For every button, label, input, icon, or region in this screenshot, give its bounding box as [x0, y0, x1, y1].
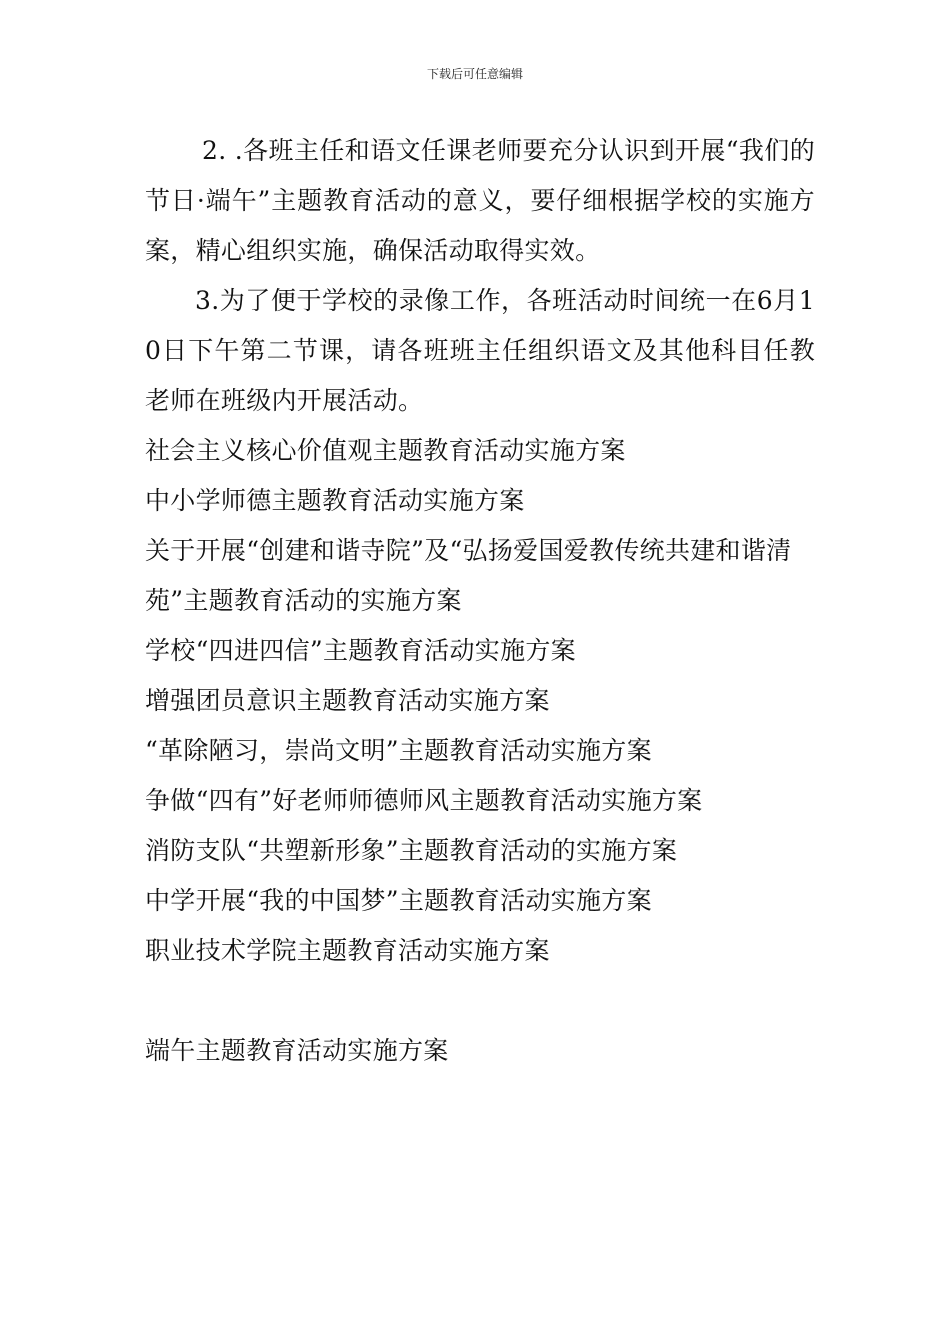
section-title: 端午主题教育活动实施方案	[145, 1036, 449, 1065]
list-item: 中学开展“我的中国梦”主题教育活动实施方案	[145, 886, 652, 915]
paragraph-3: 3.为了便于学校的录像工作，各班活动时间统一在6月10日下午第二节课，请各班班主任组织语文及其他科目任教老师在班级内开展活动。	[145, 286, 815, 415]
list-item: “革除陋习，崇尚文明”主题教育活动实施方案	[145, 736, 652, 765]
related-titles-list	[145, 426, 815, 976]
list-item: 学校“四进四信”主题教育活动实施方案	[145, 636, 576, 665]
list-item: 增强团员意识主题教育活动实施方案	[145, 686, 550, 715]
document-body	[145, 126, 815, 1076]
list-item: 社会主义核心价值观主题教育活动实施方案	[145, 436, 626, 465]
list-item: 中小学师德主题教育活动实施方案	[145, 486, 525, 515]
page-header: 下载后可任意编辑	[426, 67, 523, 81]
list-item: 消防支队“共塑新形象”主题教育活动的实施方案	[145, 836, 678, 865]
list-item: 争做“四有”好老师师德师风主题教育活动实施方案	[145, 786, 703, 815]
list-item: 关于开展“创建和谐寺院”及“弘扬爱国爱教传统共建和谐清苑”主题教育活动的实施方案	[145, 536, 792, 615]
list-item: 职业技术学院主题教育活动实施方案	[145, 936, 550, 965]
paragraph-2: 2. .各班主任和语文任课老师要充分认识到开展“我们的节日·端午”主题教育活动的意义，要仔细根据学校的实施方案，精心组织实施，确保活动取得实效。	[145, 136, 815, 265]
